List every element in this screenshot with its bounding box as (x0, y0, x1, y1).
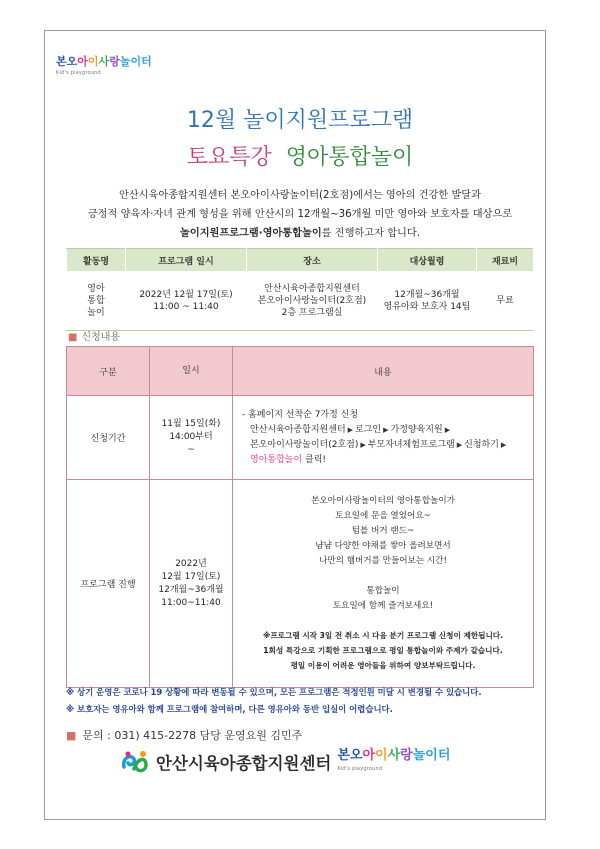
triangle-right-icon: ▶ (444, 425, 451, 434)
header-activity: 활동명 (67, 249, 126, 272)
cell-text: 통합 (87, 296, 105, 306)
triangle-right-icon: ▶ (383, 425, 389, 434)
section-label (68, 328, 120, 343)
header-content: 내용 (233, 347, 534, 396)
notice-guardian: ※ 보호자는 영유아와 함께 프로그램에 참여하며, 다른 영유아와 동반 입실이 어렵습니다. (66, 704, 393, 714)
section-label-text: 신청내용 (81, 332, 121, 343)
logo-sa: 사 (387, 747, 401, 763)
cell-target (378, 272, 477, 331)
title-line1: 12월 놀이지원프로그램 (186, 108, 414, 133)
story-line: 통합놀이 (366, 586, 400, 596)
step-line: - 홈페이지 선착순 7가정 신청 (242, 409, 359, 420)
cell-text: 12개월~36개월 (158, 584, 224, 595)
step-item: 가정양육지원 (390, 424, 443, 435)
logo-i: 이 (375, 747, 388, 763)
logo-subtitle: Kid's playground (56, 70, 101, 76)
logo-subtitle: Kid's playground (337, 765, 383, 772)
story-line: 토요일에 함께 즐겨보세요! (332, 601, 434, 611)
cell-text: 안산시육아종합지원센터 (264, 284, 360, 294)
triangle-right-icon: ▶ (456, 440, 463, 449)
cell-text: 놀이 (87, 308, 105, 318)
cell-text: 2022년 (175, 558, 207, 569)
cell-text: 영아 (87, 284, 105, 294)
header-datetime: 일시 (150, 347, 233, 396)
cell-text: 12개월~36개월 (394, 290, 460, 300)
logo-rang: 랑 (109, 55, 120, 68)
notice-corona: ※ 상기 운영은 코로나 19 상황에 따라 변동될 수 있으며, 모든 프로그램은 적정인원 미달 시 변경될 수 있습니다. (66, 687, 482, 697)
program-notes (234, 628, 532, 673)
cell-fee: 무료 (477, 272, 534, 331)
header-place: 장소 (247, 249, 378, 272)
cell-text: 11:00~11:40 (161, 597, 221, 608)
step-path (242, 438, 532, 453)
footer-brand (120, 747, 450, 777)
story-line: 냠냠 다양한 야채를 쌓아 올려보면서 (315, 541, 451, 551)
logo-rang: 랑 (400, 747, 413, 763)
cell-datetime (150, 396, 233, 480)
cell-text: 14:00부터 (169, 432, 213, 442)
step-final (242, 453, 532, 468)
cell-datetime (126, 272, 247, 331)
table-row (67, 480, 534, 688)
table-row (67, 272, 534, 331)
square-bullet-icon: ■ (68, 332, 78, 343)
step-item: 본오아이사랑놀이터(2호점) (250, 439, 359, 450)
step-item: 부모자녀체험프로그램 (367, 439, 455, 450)
cell-text: 영유아와 보호자 14팀 (383, 302, 471, 312)
contact-text: 문의 : 031) 415-2278 담당 운영요원 김민주 (82, 729, 303, 742)
cell-text: 11:00 ~ 11:40 (153, 302, 219, 312)
center-name: 안산시육아종합지원센터 (156, 754, 332, 773)
detail-table (66, 346, 534, 688)
program-story (234, 494, 532, 614)
title-program-name: 영아통합놀이 (285, 145, 414, 170)
story-line: 토요일에 문을 열었어요~ (335, 511, 431, 521)
cell-category: 프로그램 진행 (67, 480, 150, 688)
triangle-right-icon: ▶ (347, 425, 354, 434)
logo-i: 이 (87, 55, 99, 68)
title-saturday-special: 토요특강 (186, 145, 272, 170)
header-fee: 재료비 (477, 249, 534, 272)
story-line: 나만의 햄버거를 만들어보는 시간! (319, 556, 447, 566)
intro-paragraph (70, 186, 530, 243)
step-item: 안산시육아종합지원센터 (250, 424, 346, 435)
story-line: 텀블 버거 랜드~ (351, 526, 415, 536)
header-target: 대상월령 (378, 249, 477, 272)
footer-playground-logo (337, 749, 450, 776)
square-bullet-icon: ■ (66, 729, 77, 742)
logo-bono: 본오 (337, 747, 363, 763)
note-line: ※프로그램 시작 3일 전 취소 시 다음 분기 프로그램 신청이 제한됩니다. (262, 631, 504, 640)
cell-text: 11월 15일(화) (161, 419, 221, 429)
contact-info (66, 727, 302, 743)
step-item: 로그인 (355, 424, 382, 435)
step-program-link-text: 영아통합놀이 (250, 454, 303, 465)
triangle-right-icon: ▶ (500, 440, 507, 449)
cell-activity (67, 272, 126, 331)
cell-place (247, 272, 378, 331)
logo-nori: 놀이터 (119, 55, 152, 68)
intro-rest: 를 진행하고자 합니다. (321, 228, 420, 239)
logo-a: 아 (362, 747, 376, 763)
intro-bold: 놀이지원프로그램·영아통합놀이 (180, 228, 322, 239)
logo-nori: 놀이터 (412, 747, 451, 763)
intro-line: 안산시육아종합지원센터 본오아이사랑놀이터(2호점)에서는 영아의 건강한 발달과 (119, 190, 481, 201)
note-line: 평일 이용이 어려운 영아들을 위하여 양보부탁드립니다. (290, 661, 476, 670)
triangle-right-icon: ▶ (360, 440, 366, 449)
step-path (242, 423, 532, 438)
step-item: 신청하기 (464, 439, 499, 450)
story-spacer (234, 569, 532, 584)
step-click-text: 클릭! (302, 454, 327, 465)
cell-category: 신청기간 (67, 396, 150, 480)
cell-text: 본오아이사랑놀이터(2호점) (257, 296, 367, 306)
cell-content (233, 480, 534, 688)
cell-datetime (150, 480, 233, 688)
logo-sa: 사 (98, 55, 110, 68)
table-row (67, 396, 534, 480)
cell-text: ~ (187, 445, 195, 455)
cell-text: 2층 프로그램실 (281, 308, 343, 318)
intro-line (70, 224, 530, 243)
cell-text: 12월 17일(토) (161, 571, 221, 582)
note-line: 1회성 특강으로 기획한 프로그램으로 평일 통합놀이와 주제가 같습니다. (263, 646, 503, 655)
title-line2 (0, 140, 600, 171)
cell-text: 2022년 12월 17일(토) (139, 290, 233, 300)
header-category: 구분 (67, 347, 150, 396)
story-line: 본오아이사랑놀이터의 영아통합놀이가 (311, 496, 455, 506)
cell-content (233, 396, 534, 480)
logo-a: 아 (77, 55, 88, 68)
header-datetime: 프로그램 일시 (126, 249, 247, 272)
logo-bono: 본오 (56, 55, 78, 68)
summary-table (66, 248, 534, 331)
intro-line: 긍정적 양육자·자녀 관계 형성을 위해 안산시의 12개월~36개월 미만 영아와 보호자를 대상으로 (87, 209, 513, 220)
center-logo-icon (120, 749, 150, 775)
brand-logo (56, 56, 152, 79)
